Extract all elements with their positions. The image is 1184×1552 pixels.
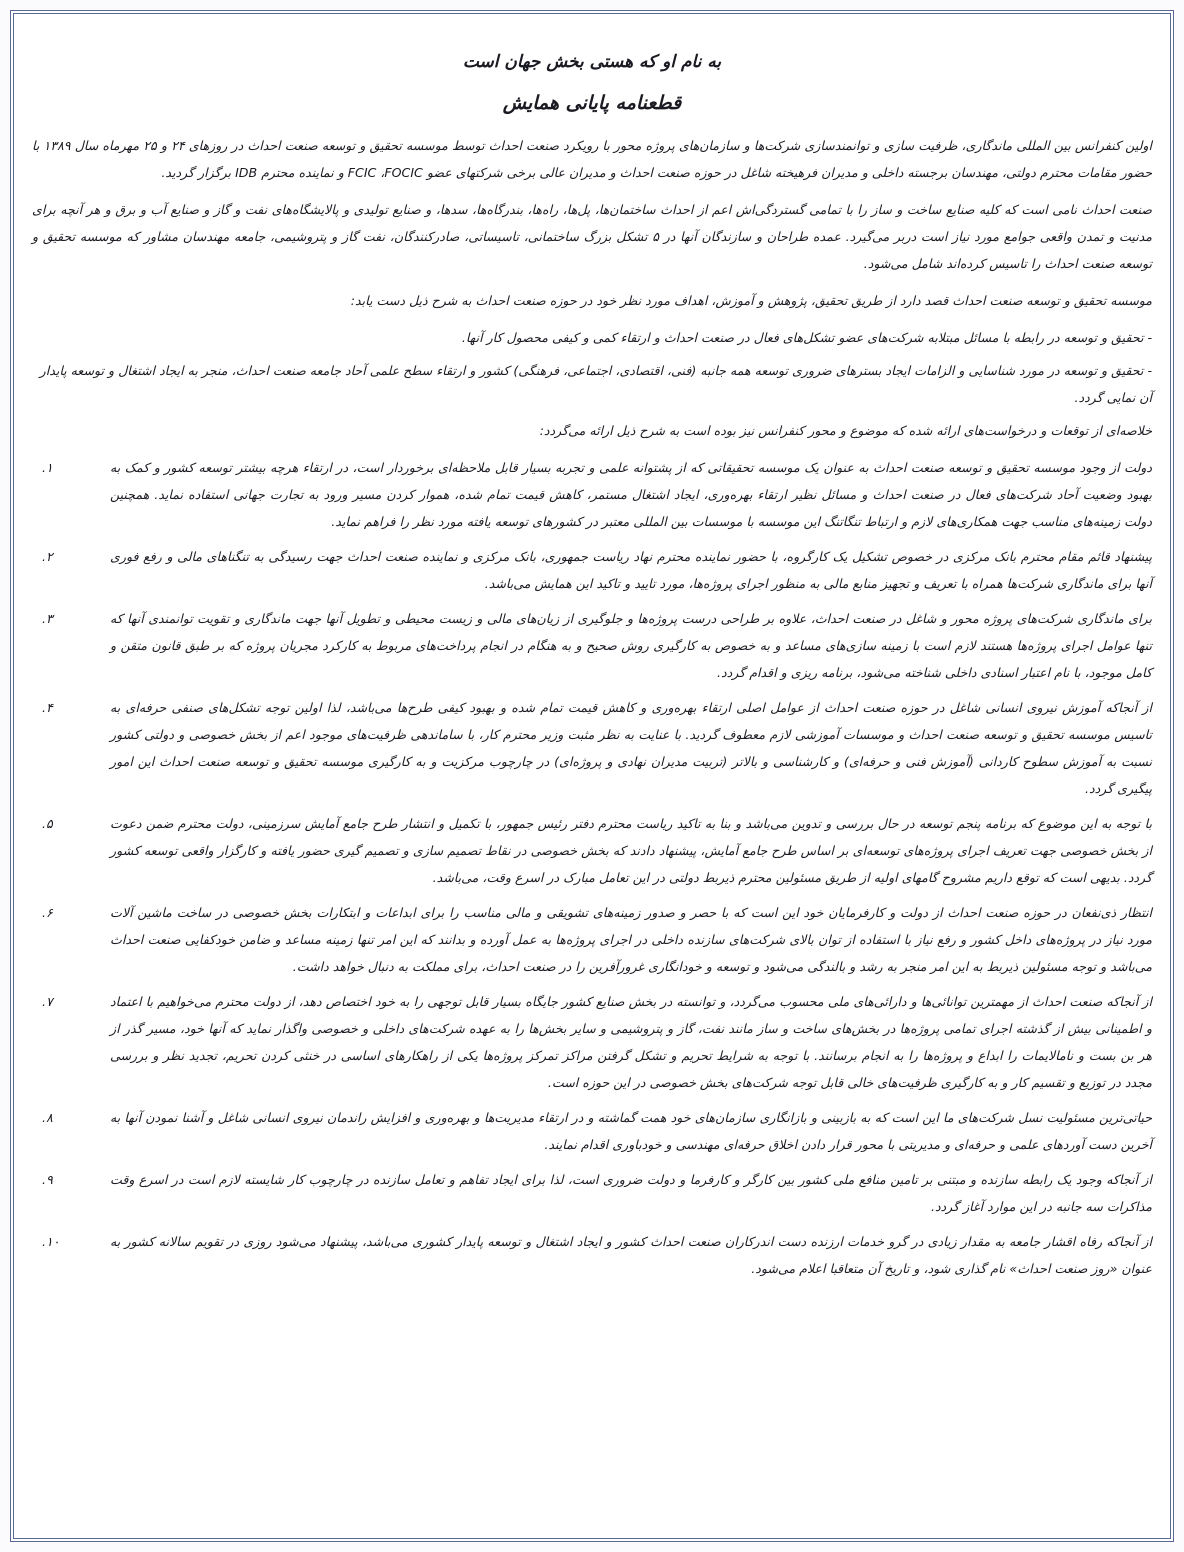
list-item (32, 543, 1152, 597)
item-number: ۵. (42, 816, 53, 831)
item-text: پیشنهاد قائم مقام محترم بانک مرکزی در خصوص تشکیل یک کارگروه، با حضور نماینده محترم نهاد ریاست جمهوری، بانک مرکزی و نماینده صنعت احداث جهت رسیدگی به تنگناهای مالی و رفع فوری آنها برای ماندگاری شرکت‌ها همراه با تعریف و تجهیز منابع مالی به منظور اجرای پروژه‌ها، مورد تایید و تاکید این همایش می‌باشد. (110, 549, 1152, 591)
summary-paragraph: خلاصه‌ای از توقعات و درخواست‌های ارائه شده که موضوع و محور کنفرانس نیز بوده است به شرح ذیل ارائه می‌گردد: (539, 423, 1152, 438)
intro-paragraph: اولین کنفرانس بین المللی ماندگاری، ظرفیت سازی و توانمندسازی شرکت‌ها و سازمان‌های پروژه محور با رویکرد صنعت احداث توسط موسسه تحقیق و توسعه صنعت احداث در روزهای ۲۴ و ۲۵ مهرماه سال ۱۳۸۹ با حضور مقامات محترم دولتی، مهندسان برجسته داخلی و مدیران فرهیخته شاغل در حوزه صنعت احداث و مدیران عالی برخی شرکتهای عضو FCIC ،FOCIC و نماینده محترم IDB برگزار گردید. (32, 138, 1152, 180)
item-number: ۲. (42, 549, 53, 564)
item-number: ۷. (42, 994, 53, 1009)
item-number: ۳. (42, 611, 53, 626)
item-number: ۴. (42, 700, 53, 715)
document-body (32, 52, 1152, 1528)
item-number: ۶. (42, 905, 53, 920)
document-header: به نام او که هستی بخش جهان است (462, 52, 722, 72)
goal-bullet-2: - تحقیق و توسعه در مورد شناسایی و الزامات ایجاد بسترهای ضروری توسعه همه جانبه (فنی، اقتصادی، اجتماعی، فرهنگی) کشور و ارتقاء سطح علمی آحاد جامعه صنعت احداث، منجر به ایجاد اشتغال و توسعه پایدار آن نمایی گردد. (39, 363, 1152, 405)
item-text: با توجه به این موضوع که برنامه پنجم توسعه در حال بررسی و تدوین می‌باشد و بنا به تاکید ریاست محترم دفتر رئیس جمهور، با تکمیل و انتشار طرح جامع آمایش سرزمینی، دولت محترم ضمن دعوت از بخش خصوصی جهت تعریف اجرای پروژه‌های توسعه‌ای بر اساس طرح جامع آمایش، پیشنهاد دادند که بخش خصوصی در نقاط تصمیم سازی و تصمیم گیری حضور یافته و کارگزار واقعی توسعه کشور گردد. بدیهی است که توقع داریم مشروح گامهای اولیه از طریق مسئولین محترم ذیربط دولتی در این تعامل مبارک در اسرع وقت، می‌باشد. (110, 816, 1152, 885)
list-item (32, 1166, 1152, 1220)
item-number: ۹. (42, 1172, 53, 1187)
item-number: ۸. (42, 1110, 53, 1125)
item-text: از آنجاکه آموزش نیروی انسانی شاغل در حوزه صنعت احداث از عوامل اصلی ارتقاء بهره‌وری و کاهش قیمت تمام شده و بهبود کیفی طرح‌ها می‌باشد، لذا اولین توجه تشکل‌های صنفی حرفه‌ای به تاسیس موسسه تحقیق و توسعه صنعت احداث و موسسات آموزشی لازم معطوف گردید. با عنایت به نظر مثبت وزیر محترم کار، با ساماندهی ظرفیت‌های موجود اعم از بخش خصوصی و دولتی کشور نسبت به آموزش سطوح کاردانی (آموزش فنی و حرفه‌ای) و کارشناسی و بالاتر (تربیت مدیران نهادی و پروژه‌ای) در چارچوب مرکزیت و به کارگیری موسسه تحقیق و توسعه صنعت احداث این امور پیگیری گردد. (110, 700, 1152, 796)
item-text: از آنجاکه صنعت احداث از مهمترین توانائی‌ها و دارائی‌های ملی محسوب می‌گردد، و توانسته در بخش صنایع کشور جایگاه بسیار قابل توجهی را به خود اختصاص دهد، از دولت محترم می‌خواهیم با اعتماد و اطمینانی بیش از گذشته اجرای تمامی پروژه‌ها در بخش‌های ساخت و ساز مانند نفت، گاز و پتروشیمی و سایر بخش‌ها را به عهده شرکت‌های داخلی و خصوصی واگذار نماید که آنها خود، مسیر گذر از هر بن بست و نامالایمات را ابداع و پروژه‌ها را به انجام برسانند. با توجه به شرایط تحریم و تشکل گرفتن مراکز تمرکز پروژه‌ها یکی از راهکارهای اساسی در خنثی کردن تحریم، تجدید نظر و بررسی مجدد در توزیع و تقسیم کار و به کارگیری ظرفیت‌های خالی قابل توجه شرکت‌های بخش خصوصی در این حوزه است. (110, 994, 1152, 1090)
list-item (32, 454, 1152, 535)
paragraph-construction-industry: صنعت احداث نامی است که کلیه صنایع ساخت و ساز را با تمامی گستردگی‌اش اعم از احداث ساختمان‌ها، پل‌ها، راه‌ها، بندرگاه‌ها، سدها، و صنایع تولیدی و پالایشگاه‌های نفت و گاز و صنایع آب و برق و هر آنچه برای مدنیت و تمدن واقعی جوامع مورد نیاز است دربر می‌گیرد. عمده طراحان و سازندگان آنها در ۵ تشکل بزرگ ساختمانی، تاسیساتی، صادرکنندگان، نفت گاز و پتروشیمی، جامعه مهندسان مشاور که موسسه تحقیق و توسعه صنعت احداث را تاسیس کرده‌اند شامل می‌شود. (32, 202, 1152, 271)
list-item (32, 988, 1152, 1096)
item-text: دولت از وجود موسسه تحقیق و توسعه صنعت احداث به عنوان یک موسسه تحقیقاتی که از پشتوانه علمی و تجربه بسیار قابل ملاحظه‌ای برخوردار است، در ارتقاء هرچه بیشتر توسعه کشور و کمک به بهبود وضعیت آحاد شرکت‌های فعال در صنعت احداث و مسائل نظیر ارتقاء بهره‌وری، ایجاد اشتغال مستمر، کاهش قیمت تمام شده، هموار کردن مسیر ورود به تجارت جهانی استفاده نماید. همچنین دولت زمینه‌های مناسب جهت همکاری‌های لازم و ارتباط تنگاتنگ این موسسه با موسسات بین المللی معتبر در کشورهای توسعه یافته مورد نظر را فراهم نماید. (110, 460, 1152, 529)
document-title: قطعنامه پایانی همایش (502, 92, 682, 114)
paragraph-institute-goals: موسسه تحقیق و توسعه صنعت احداث قصد دارد از طریق تحقیق، پژوهش و آموزش، اهداف مورد نظر خود در حوزه صنعت احداث به شرح ذیل دست یابد: (350, 293, 1152, 308)
list-item (32, 1228, 1152, 1282)
item-text: انتظار ذی‌نفعان در حوزه صنعت احداث از دولت و کارفرمایان خود این است که با حصر و صدور زمینه‌های تشویقی و مالی مناسب را برای ابداعات و ابتکارات بخش خصوصی در ساخت ماشین آلات مورد نیاز در پروژه‌های داخل کشور و رفع نیاز با استفاده از توان بالای شرکت‌های سازنده داخلی در اجرای پروژه‌ها به عمل آورده و بدانند که این امر تنها زمینه مساعد و ضامن خودکفایی صنعت احداث می‌باشد و توجه مسئولین ذیربط به این امر منجر به رشد و بالندگی می‌شود و توسعه و خودانگاری غرورآفرین را در صنعت احداث، برای مملکت به دنبال خواهد داشت. (110, 905, 1152, 974)
list-item (32, 605, 1152, 686)
item-text: حیاتی‌ترین مسئولیت نسل شرکت‌های ما این است که به بازبینی و بازانگاری سازمان‌های خود همت گماشته و در ارتقاء مدیریت‌ها و بهره‌وری و افزایش راندمان نیروی انسانی شاغل و آشنا نمودن آنها به آخرین دست آوردهای علمی و حرفه‌ای و مدیریتی با محور قرار دادن اخلاق حرفه‌ای مهندسی و خودباوری اقدام نمایند. (110, 1110, 1152, 1152)
list-item (32, 899, 1152, 980)
item-text: برای ماندگاری شرکت‌های پروژه محور و شاغل در صنعت احداث، علاوه بر طراحی درست پروژه‌ها و جلوگیری از زیان‌های مالی و زیست محیطی و تطویل آنها جهت ماندگاری و تقویت توانمندی آنها که تنها عوامل اجرای پروژه‌ها هستند لازم است با زمینه سازی‌های مساعد و به خصوص به کارگیری روش صحیح و به هنگام در انجام پرداخت‌های مربوط به کارکرد مجریان پروژه که بر طبق قانون متقن و کامل موجود، با نام اعتبار اسنادی داخلی شناخته می‌شود، برنامه ریزی و اقدام گردد. (110, 611, 1152, 680)
item-text: از آنجاکه وجود یک رابطه سازنده و مبتنی بر تامین منافع ملی کشور بین کارگر و کارفرما و دولت ضروری است، لذا برای ایجاد تفاهم و تعامل سازنده در چارچوب کار شایسته لازم است در اسرع وقت مذاکرات سه جانبه در این موارد آغاز گردد. (110, 1172, 1152, 1214)
item-text: از آنجاکه رفاه اقشار جامعه به مقدار زیادی در گرو خدمات ارزنده دست اندرکاران صنعت احداث کشور و ایجاد اشتغال و توسعه پایدار کشوری می‌باشد، پیشنهاد می‌شود روزی در تقویم سالانه کشور به عنوان «روز صنعت احداث» نام گذاری شود، و تاریخ آن متعاقبا اعلام می‌شود. (110, 1234, 1152, 1276)
item-number: ۱. (42, 460, 53, 475)
goal-bullet-1: - تحقیق و توسعه در رابطه با مسائل مبتلابه شرکت‌های عضو تشکل‌های فعال در صنعت احداث و ارتقاء کمی و کیفی محصول کار آنها. (461, 330, 1152, 345)
resolution-list (32, 454, 1152, 1282)
list-item (32, 1104, 1152, 1158)
list-item (32, 694, 1152, 802)
item-number: ۱۰. (42, 1234, 60, 1249)
list-item (32, 810, 1152, 891)
document-page (10, 10, 1174, 1542)
